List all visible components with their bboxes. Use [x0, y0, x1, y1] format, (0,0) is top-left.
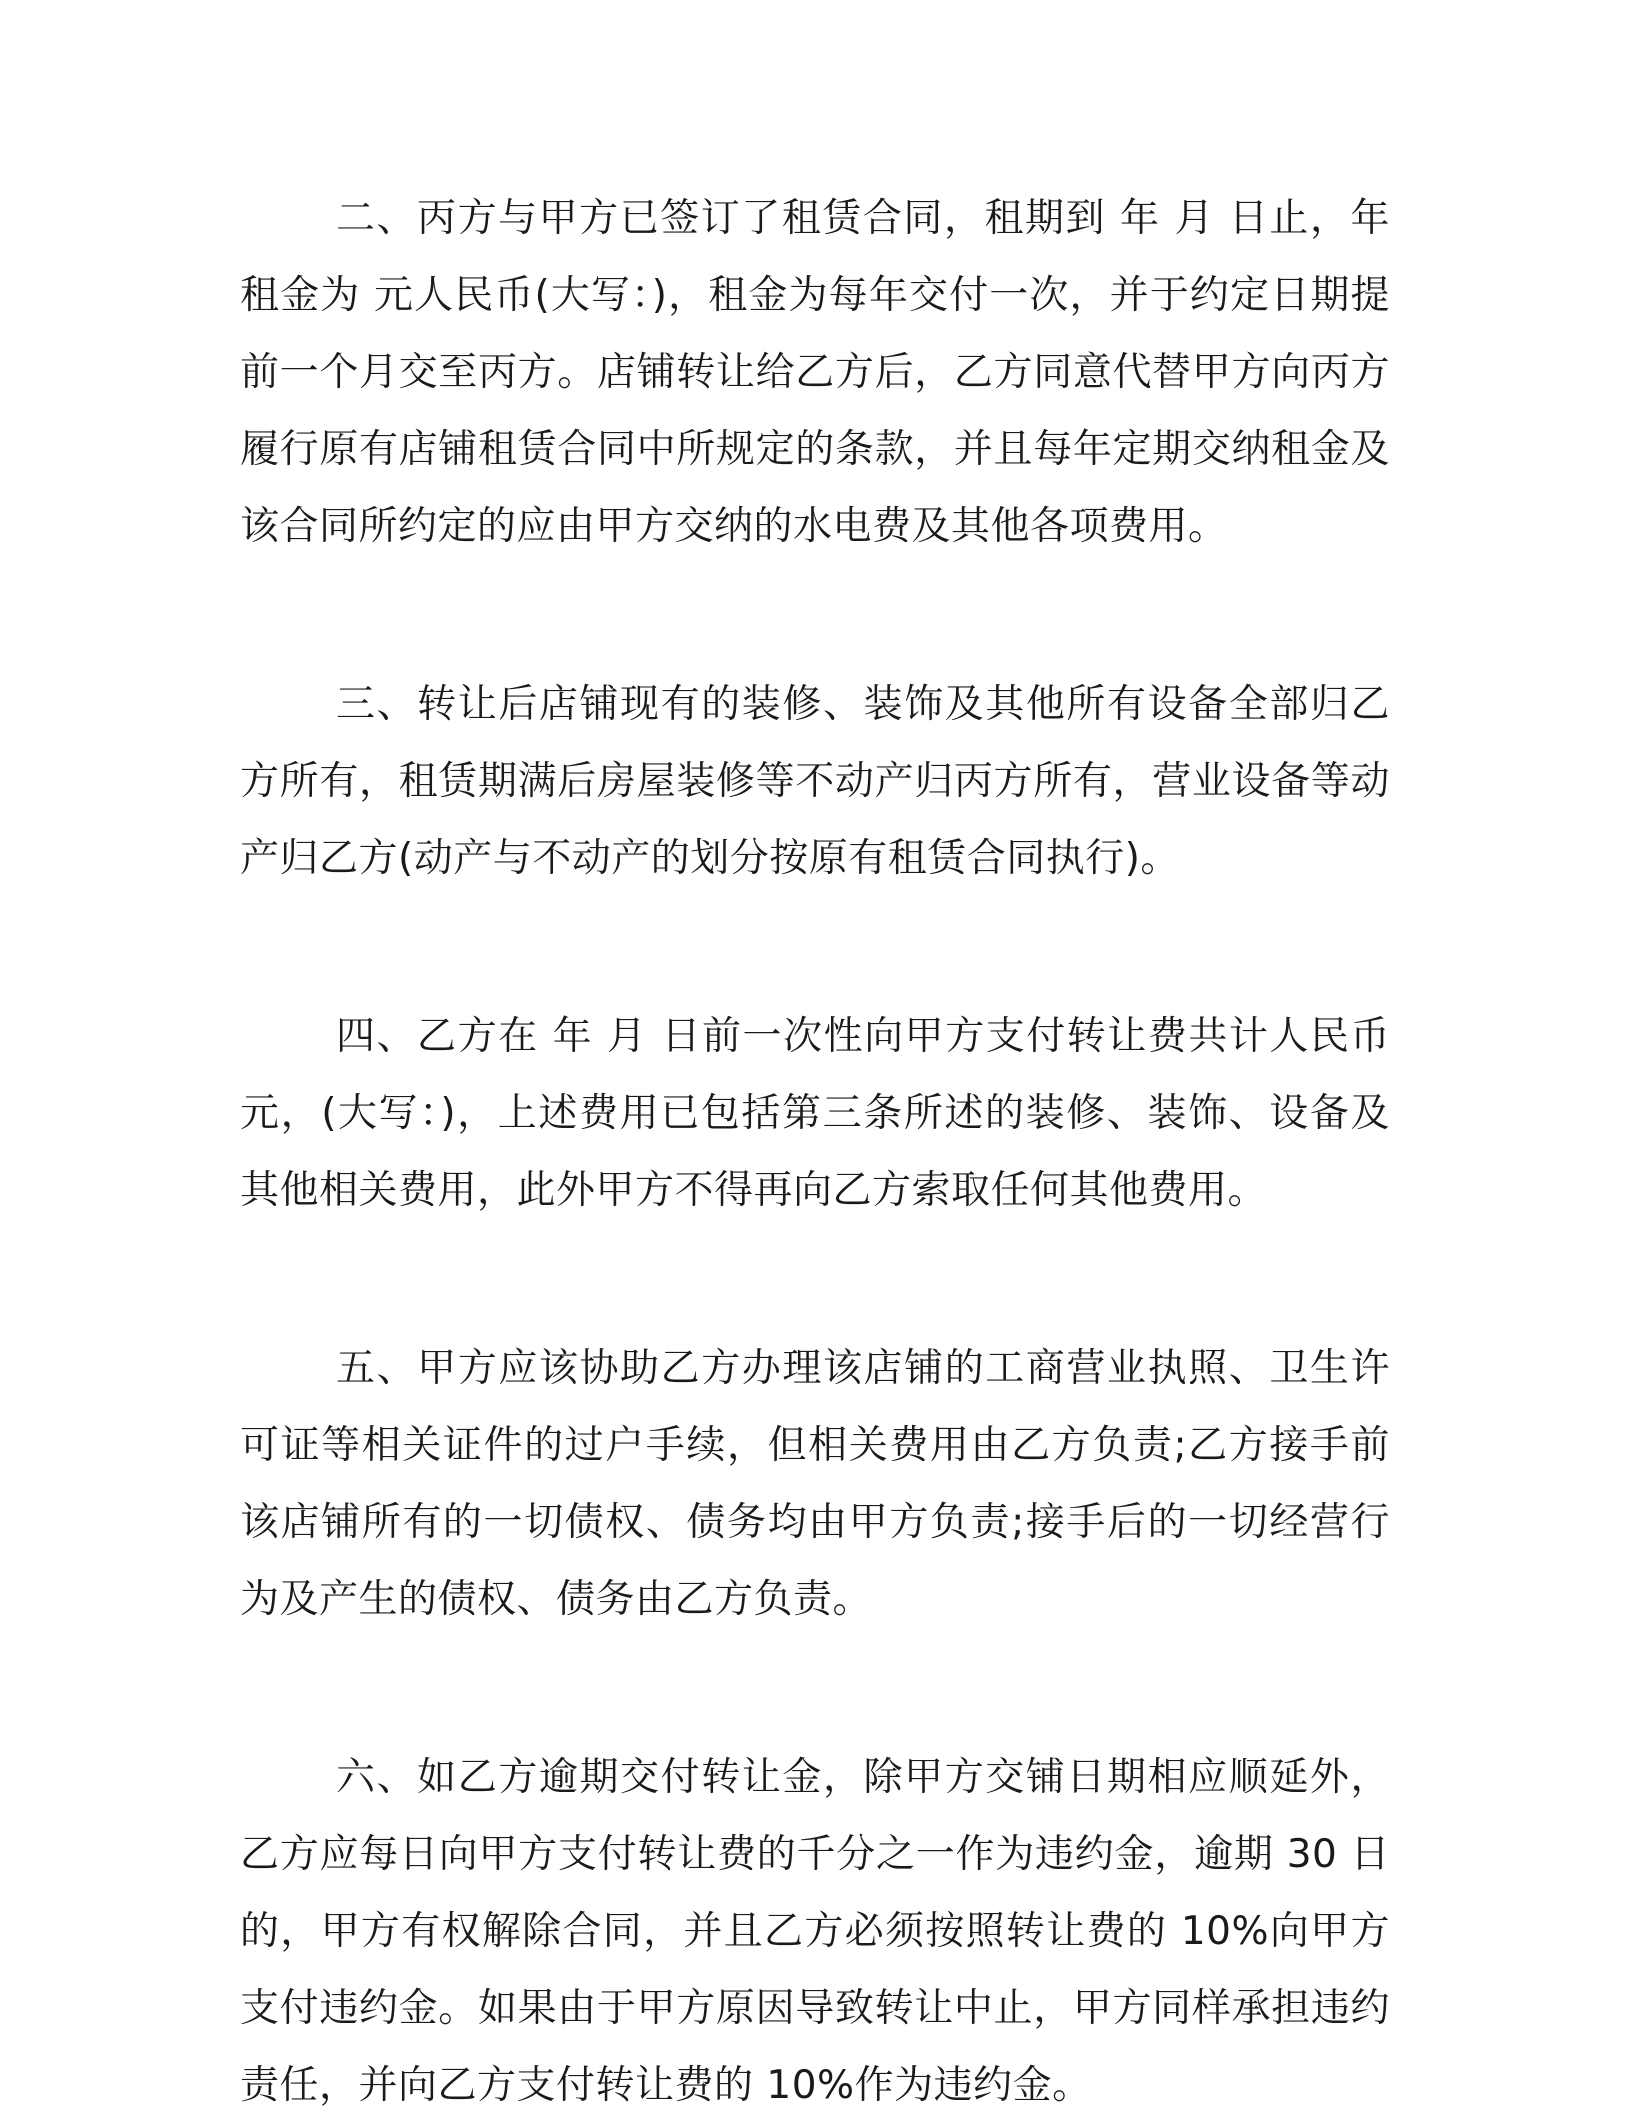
- clause-6-paragraph: 六、如乙方逾期交付转让金，除甲方交铺日期相应顺延外，乙方应每日向甲方支付转让费的千分之一作为违约金，逾期 30 日的，甲方有权解除合同，并且乙方必须按照转让费的 10%向甲方支付违约金。如果由于甲方原因导致转让中止，甲方同样承担违约责任，并向乙方支付转让费的 10%作为违约金。: [240, 1755, 1390, 2108]
- clause-2-paragraph: 二、丙方与甲方已签订了租赁合同，租期到 年 月 日止，年租金为 元人民币(大写：)，租金为每年交付一次，并于约定日期提前一个月交至丙方。店铺转让给乙方后，乙方同意代替甲方向丙方履行原有店铺租赁合同中所规定的条款，并且每年定期交纳租金及该合同所约定的应由甲方交纳的水电费及其他各项费用。: [240, 196, 1390, 549]
- clause-5-paragraph: 五、甲方应该协助乙方办理该店铺的工商营业执照、卫生许可证等相关证件的过户手续，但相关费用由乙方负责;乙方接手前该店铺所有的一切债权、债务均由甲方负责;接手后的一切经营行为及产生的债权、债务由乙方负责。: [240, 1346, 1390, 1622]
- clause-3-paragraph: 三、转让后店铺现有的装修、装饰及其他所有设备全部归乙方所有，租赁期满后房屋装修等不动产归丙方所有，营业设备等动产归乙方(动产与不动产的划分按原有租赁合同执行)。: [240, 682, 1390, 881]
- document-body: [240, 180, 1390, 2124]
- clause-4-paragraph: 四、乙方在 年 月 日前一次性向甲方支付转让费共计人民币 元，(大写：)，上述费用已包括第三条所述的装修、装饰、设备及其他相关费用，此外甲方不得再向乙方索取任何其他费用。: [240, 1014, 1390, 1213]
